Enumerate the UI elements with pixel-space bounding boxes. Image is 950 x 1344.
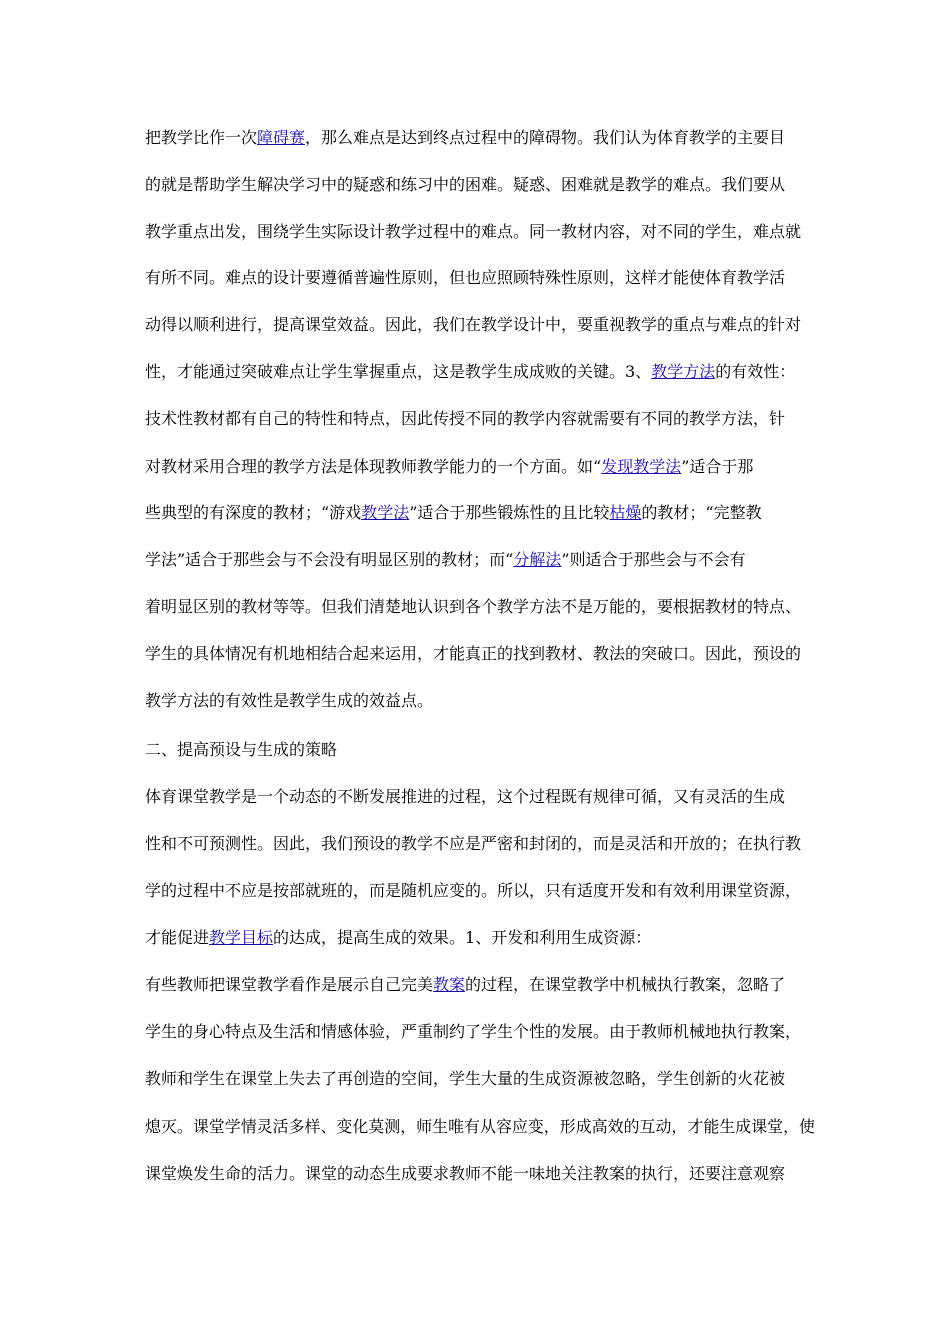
text-run: 性和不可预测性。因此，我们预设的教学不应是严密和封闭的，而是灵活和开放的；在执行教 [145, 834, 802, 853]
text-line [145, 362, 795, 382]
text-line [145, 975, 785, 995]
text-line [145, 881, 801, 901]
text-line [145, 222, 801, 242]
text-run: ”适合于那些锻炼性的且比较 [409, 503, 610, 522]
text-run: 性，才能通过突破难点让学生掌握重点，这是教学生成成败的关键。3、 [145, 362, 652, 381]
text-line [145, 1117, 815, 1137]
text-line [145, 315, 801, 335]
text-run: 的有效性： [715, 362, 796, 381]
text-run: 的就是帮助学生解决学习中的疑惑和练习中的困难。疑惑、困难就是教学的难点。我们要从 [145, 175, 786, 194]
text-line [145, 128, 785, 148]
text-line [145, 691, 433, 711]
text-line [145, 740, 337, 760]
inline-link[interactable]: 障碍赛 [257, 128, 306, 147]
text-run: 的教材；“完整教 [641, 503, 762, 522]
text-run: 学生的身心特点及生活和情感体验，严重制约了学生个性的发展。由于教师机械地执行教案， [145, 1022, 802, 1041]
text-run: 教学重点出发，围绕学生实际设计教学过程中的难点。同一教材内容，对不同的学生，难点就 [145, 222, 802, 241]
text-run: 动得以顺利进行，提高课堂效益。因此，我们在教学设计中，要重视教学的重点与难点的针对 [145, 315, 802, 334]
text-run: 对教材采用合理的教学方法是体现教师教学能力的一个方面。如“ [145, 457, 602, 476]
inline-link[interactable]: 发现教学法 [601, 457, 682, 476]
text-run: 教学方法的有效性是教学生成的效益点。 [145, 691, 434, 710]
text-run: 技术性教材都有自己的特性和特点，因此传授不同的教学内容就需要有不同的教学方法，针 [145, 409, 786, 428]
text-line [145, 409, 785, 429]
text-line [145, 175, 785, 195]
text-line [145, 503, 762, 523]
text-run: 才能促进 [145, 928, 210, 947]
text-line [145, 834, 801, 854]
text-line [145, 1164, 785, 1184]
inline-link[interactable]: 分解法 [513, 550, 562, 569]
text-run: 有所不同。难点的设计要遵循普遍性原则，但也应照顾特殊性原则，这样才能使体育教学活 [145, 268, 786, 287]
text-run: 些典型的有深度的教材；“游戏 [145, 503, 362, 522]
text-line [145, 268, 785, 288]
text-line [145, 550, 746, 570]
text-line [145, 1022, 801, 1042]
text-run: 学生的具体情况有机地相结合起来运用，才能真正的找到教材、教法的突破口。因此，预设的 [145, 644, 802, 663]
text-run: 的达成，提高生成的效果。1、开发和利用生成资源： [273, 928, 652, 947]
text-run: 课堂焕发生命的活力。课堂的动态生成要求教师不能一味地关注教案的执行，还要注意观察 [145, 1164, 786, 1183]
inline-link[interactable]: 教学方法 [651, 362, 716, 381]
text-run: 有些教师把课堂教学看作是展示自己完美 [145, 975, 434, 994]
text-line [145, 644, 801, 664]
text-line [145, 457, 753, 477]
text-run: 把教学比作一次 [145, 128, 258, 147]
text-run: 教师和学生在课堂上失去了再创造的空间，学生大量的生成资源被忽略，学生创新的火花被 [145, 1069, 786, 1088]
text-run: ”则适合于那些会与不会有 [561, 550, 746, 569]
text-run: 学的过程中不应是按部就班的，而是随机应变的。所以，只有适度开发和有效利用课堂资源， [145, 881, 802, 900]
text-run: 二、提高预设与生成的策略 [145, 740, 338, 759]
inline-link[interactable]: 教学法 [361, 503, 410, 522]
text-run: ”适合于那 [681, 457, 754, 476]
inline-link[interactable]: 枯燥 [609, 503, 642, 522]
inline-link[interactable]: 教学目标 [209, 928, 274, 947]
text-run: 体育课堂教学是一个动态的不断发展推进的过程，这个过程既有规律可循，又有灵活的生成 [145, 787, 786, 806]
text-line [145, 1069, 785, 1089]
text-line [145, 928, 651, 948]
inline-link[interactable]: 教案 [433, 975, 466, 994]
text-run: 学法”适合于那些会与不会没有明显区别的教材；而“ [145, 550, 514, 569]
text-run: 的过程，在课堂教学中机械执行教案，忽略了 [465, 975, 786, 994]
text-run: ，那么难点是达到终点过程中的障碍物。我们认为体育教学的主要目 [305, 128, 786, 147]
text-run: 着明显区别的教材等等。但我们清楚地认识到各个教学方法不是万能的，要根据教材的特点、 [145, 597, 802, 616]
text-line [145, 597, 801, 617]
text-line [145, 787, 785, 807]
text-run: 熄灭。课堂学情灵活多样、变化莫测，师生唯有从容应变，形成高效的互动，才能生成课堂，使 [145, 1117, 815, 1136]
